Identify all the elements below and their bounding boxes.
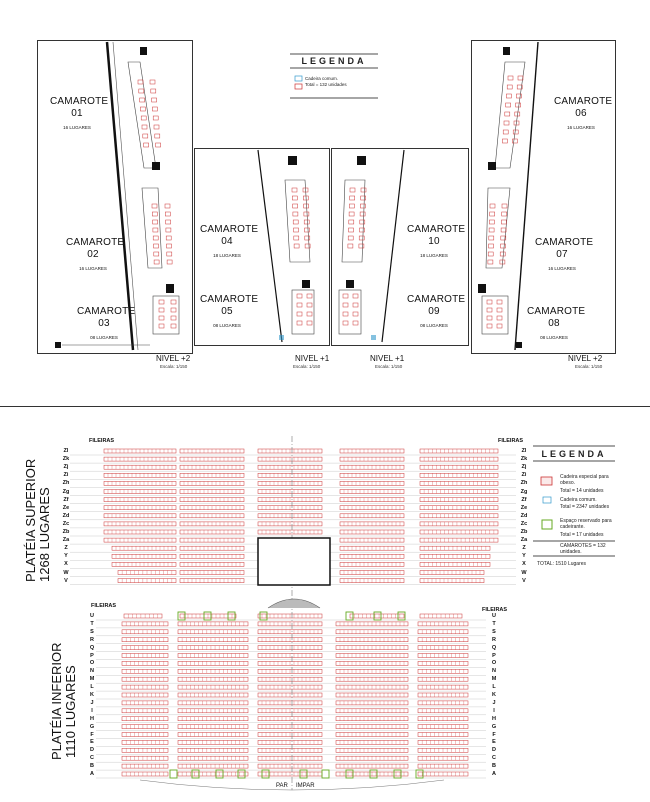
legend2-cad-2: cadeirante. — [560, 524, 585, 530]
row-label-right: Zh — [520, 480, 528, 487]
seat-row-segment — [122, 693, 168, 697]
row-label-right: B — [492, 763, 496, 770]
row-label-left: A — [90, 771, 94, 777]
row-label-right: Zb — [520, 529, 528, 535]
seat-row-segment — [420, 538, 498, 542]
seat-row-segment — [122, 748, 168, 752]
seat-row-segment — [420, 522, 498, 526]
seat-row-segment — [178, 725, 248, 729]
row-label-left: Za — [62, 537, 70, 544]
camarote-02-label: CAMAROTE 02 16 LUGARES — [66, 237, 125, 271]
row-label-left: Zj — [63, 464, 69, 471]
row-label-left: Zk — [62, 456, 70, 463]
legend2-cad-1: Espaço reservado para — [560, 518, 612, 524]
seat-row-segment — [420, 562, 490, 566]
camarote-05-label: CAMAROTE 05 08 LUGARES — [200, 294, 259, 328]
legend2-comum-2: Total = 2347 unidades — [560, 504, 610, 510]
nivel-label-1: NIVEL +2 — [156, 354, 191, 363]
row-label-right: G — [491, 723, 497, 730]
row-label-left: M — [89, 676, 95, 683]
row-label-left: G — [89, 723, 95, 730]
row-label-left: U — [90, 613, 94, 619]
seat-row-segment — [178, 717, 248, 721]
row-label-right: Zg — [520, 488, 528, 495]
seat-row-segment — [178, 756, 248, 760]
seat-row-segment — [178, 701, 248, 705]
seat-row-segment — [178, 622, 248, 626]
row-label-left: Z — [64, 545, 68, 552]
seat-row-segment — [122, 638, 168, 642]
seat-row-segment — [350, 614, 404, 618]
legend2-cad-3: Total = 17 unidades — [560, 532, 604, 538]
plateia-inferior-title: PLATÉIA INFERIOR — [49, 642, 64, 760]
par-label: PAR — [276, 783, 288, 789]
seat-row-segment — [420, 506, 498, 510]
row-label-right: I — [493, 707, 495, 714]
row-label-right: P — [492, 652, 496, 659]
legend2-obeso-3: Total = 14 unidades — [560, 488, 604, 494]
seat-row-segment — [122, 685, 168, 689]
row-label-right: R — [492, 636, 496, 643]
seat-row-segment — [420, 481, 498, 485]
seat-row-segment — [420, 498, 498, 502]
seat-row-segment — [178, 709, 248, 713]
row-label-right: C — [492, 755, 496, 762]
legend2-comum-1: Cadeira comum. — [560, 497, 597, 503]
legend2-obeso-1: Cadeira especial para — [560, 474, 609, 480]
row-label-left: Zh — [62, 480, 70, 487]
seat-row-segment — [420, 490, 498, 494]
row-label-left: V — [64, 577, 68, 584]
row-label-left: N — [90, 668, 94, 675]
row-label-left: I — [91, 707, 93, 714]
seat-row-segment — [420, 514, 498, 518]
row-label-right: Zd — [520, 512, 528, 519]
row-label-left: Ze — [62, 504, 70, 511]
seat-row-segment — [122, 717, 168, 721]
row-label-right: M — [491, 676, 497, 683]
seat-row-segment — [122, 733, 168, 737]
nivel-label-3: NIVEL +1 — [370, 354, 405, 363]
row-label-left: Zg — [62, 488, 70, 495]
seat-row-segment — [178, 630, 248, 634]
legend2-title: LEGENDA — [541, 449, 607, 459]
row-label-right: A — [492, 771, 496, 777]
row-label-right: Q — [491, 644, 497, 651]
seat-row-segment — [122, 677, 168, 681]
row-label-right: H — [492, 715, 496, 722]
top-legend-title: LEGENDA — [301, 56, 367, 66]
seat-row-segment — [122, 772, 168, 776]
plateia-superior-subtitle: 1268 LUGARES — [37, 487, 52, 582]
seat-row-segment — [420, 465, 498, 469]
row-label-left: F — [90, 731, 94, 738]
plateia-superior-title: PLATÉIA SUPERIOR — [23, 458, 38, 582]
camarote-10-label: CAMAROTE 10 18 LUGARES — [407, 224, 466, 258]
legend2-total: TOTAL: 1510 Lugares — [537, 561, 587, 567]
seat-row-segment — [178, 772, 248, 776]
seat-row-segment — [420, 473, 498, 477]
camarote-08-label: CAMAROTE 08 08 LUGARES — [527, 306, 586, 340]
seat-row-segment — [122, 661, 168, 665]
row-label-right: Y — [522, 553, 526, 560]
row-label-left: L — [90, 684, 94, 691]
row-label-right: F — [492, 731, 496, 738]
row-label-right: Zi — [521, 472, 527, 479]
row-label-right: S — [492, 628, 496, 635]
seat-row-segment — [122, 740, 168, 744]
seat-row-segment — [122, 764, 168, 768]
fileiras-label-inf-right: FILEIRAS — [482, 607, 508, 613]
row-label-right: J — [492, 699, 496, 706]
seat-row-segment — [122, 630, 168, 634]
row-label-right: L — [492, 684, 496, 691]
seat-row-segment — [420, 546, 490, 550]
row-label-right: D — [492, 747, 496, 754]
legend2-camarotes-1: CAMAROTES = 132 — [560, 543, 606, 549]
row-label-left: Zf — [63, 496, 69, 503]
seat-row-segment — [178, 661, 248, 665]
row-label-left: B — [90, 763, 94, 770]
seat-row-segment — [178, 654, 248, 658]
row-label-right: Zc — [520, 520, 528, 527]
camarote-04-label: CAMAROTE 04 18 LUGARES — [200, 224, 259, 258]
row-label-right: Ze — [520, 504, 528, 511]
plateia-inferior-subtitle: 1110 LUGARES — [63, 665, 78, 758]
row-label-right: O — [491, 660, 497, 667]
nivel-label-4: NIVEL +2 — [568, 354, 603, 363]
row-label-left: J — [90, 699, 94, 706]
row-label-left: Y — [64, 553, 68, 560]
row-label-left: Q — [89, 644, 95, 651]
row-label-right: U — [492, 613, 496, 619]
row-label-right: T — [492, 620, 496, 627]
seat-row-segment — [178, 669, 248, 673]
row-label-right: Zk — [520, 456, 528, 463]
seat-row-segment — [178, 646, 248, 650]
seat-row-segment — [178, 677, 248, 681]
row-label-right: E — [492, 739, 496, 746]
seat-row-segment — [122, 669, 168, 673]
row-label-left: Zi — [63, 472, 69, 479]
top-legend-line2: Total = 132 unidades — [305, 82, 347, 87]
wheelchair-space — [170, 770, 177, 778]
fileiras-label-sup-right: FILEIRAS — [498, 438, 524, 444]
seat-row-segment — [122, 709, 168, 713]
legend2-obeso-2: obeso. — [560, 480, 576, 486]
row-label-right: V — [522, 577, 526, 584]
impar-label: IMPAR — [296, 783, 315, 789]
seat-row-segment — [420, 530, 498, 534]
camarote-09-label: CAMAROTE 09 08 LUGARES — [407, 294, 466, 328]
seat-row-segment — [178, 685, 248, 689]
seat-row-segment — [178, 733, 248, 737]
row-label-left: O — [89, 660, 95, 667]
seat-row-segment — [420, 449, 498, 453]
camarote-01-label: CAMAROTE 01 16 LUGARES — [50, 96, 109, 130]
seat-row-segment — [122, 701, 168, 705]
row-label-right: N — [492, 668, 496, 675]
seat-row-segment — [124, 614, 162, 618]
row-label-right: K — [492, 692, 496, 698]
seat-row-segment — [420, 457, 498, 461]
escala-3: Escala: 1/150 — [375, 364, 403, 369]
row-label-left: E — [90, 739, 94, 746]
escala-1: Escala: 1/150 — [160, 364, 188, 369]
camarote-06-label: CAMAROTE 06 16 LUGARES — [554, 96, 613, 130]
seat-row-segment — [178, 748, 248, 752]
escala-4: Escala: 1/150 — [575, 364, 603, 369]
camarote-07-label: CAMAROTE 07 16 LUGARES — [535, 237, 594, 271]
row-label-left: Zd — [62, 512, 70, 519]
seat-row-segment — [122, 646, 168, 650]
seat-row-segment — [178, 740, 248, 744]
row-label-right: Z — [522, 545, 526, 552]
row-label-left: W — [63, 569, 69, 576]
row-label-left: Zc — [62, 520, 70, 527]
row-label-left: Zb — [62, 529, 70, 535]
seat-row-segment — [122, 725, 168, 729]
top-legend-line1: Cadeira comum. — [305, 76, 339, 81]
row-label-right: Za — [520, 537, 528, 544]
fileiras-label-sup-left: FILEIRAS — [89, 438, 115, 444]
camarote-03-label: CAMAROTE 03 08 LUGARES — [77, 306, 136, 340]
row-label-left: C — [90, 755, 94, 762]
row-label-right: Zl — [521, 448, 527, 454]
row-label-left: X — [64, 561, 68, 568]
legend2-camarotes-2: unidades. — [560, 549, 582, 555]
nivel-label-2: NIVEL +1 — [295, 354, 330, 363]
row-label-left: Zl — [63, 448, 69, 454]
row-label-right: Zf — [521, 496, 527, 503]
wheelchair-space — [322, 770, 329, 778]
fileiras-label-inf-left: FILEIRAS — [91, 603, 117, 609]
seat-row-segment — [122, 622, 168, 626]
seat-row-segment — [178, 764, 248, 768]
row-label-left: S — [90, 628, 94, 635]
seat-row-segment — [178, 638, 248, 642]
seat-row-segment — [420, 554, 490, 558]
row-label-left: P — [90, 652, 94, 659]
row-label-left: T — [90, 620, 94, 627]
row-label-left: R — [90, 636, 94, 643]
row-label-right: W — [521, 569, 527, 576]
row-label-right: Zj — [521, 464, 527, 471]
row-label-left: H — [90, 715, 94, 722]
row-label-left: D — [90, 747, 94, 754]
seat-row-segment — [122, 756, 168, 760]
row-label-left: K — [90, 692, 94, 698]
seat-row-segment — [178, 693, 248, 697]
seat-row-segment — [122, 654, 168, 658]
escala-2: Escala: 1/150 — [293, 364, 321, 369]
row-label-right: X — [522, 561, 526, 568]
